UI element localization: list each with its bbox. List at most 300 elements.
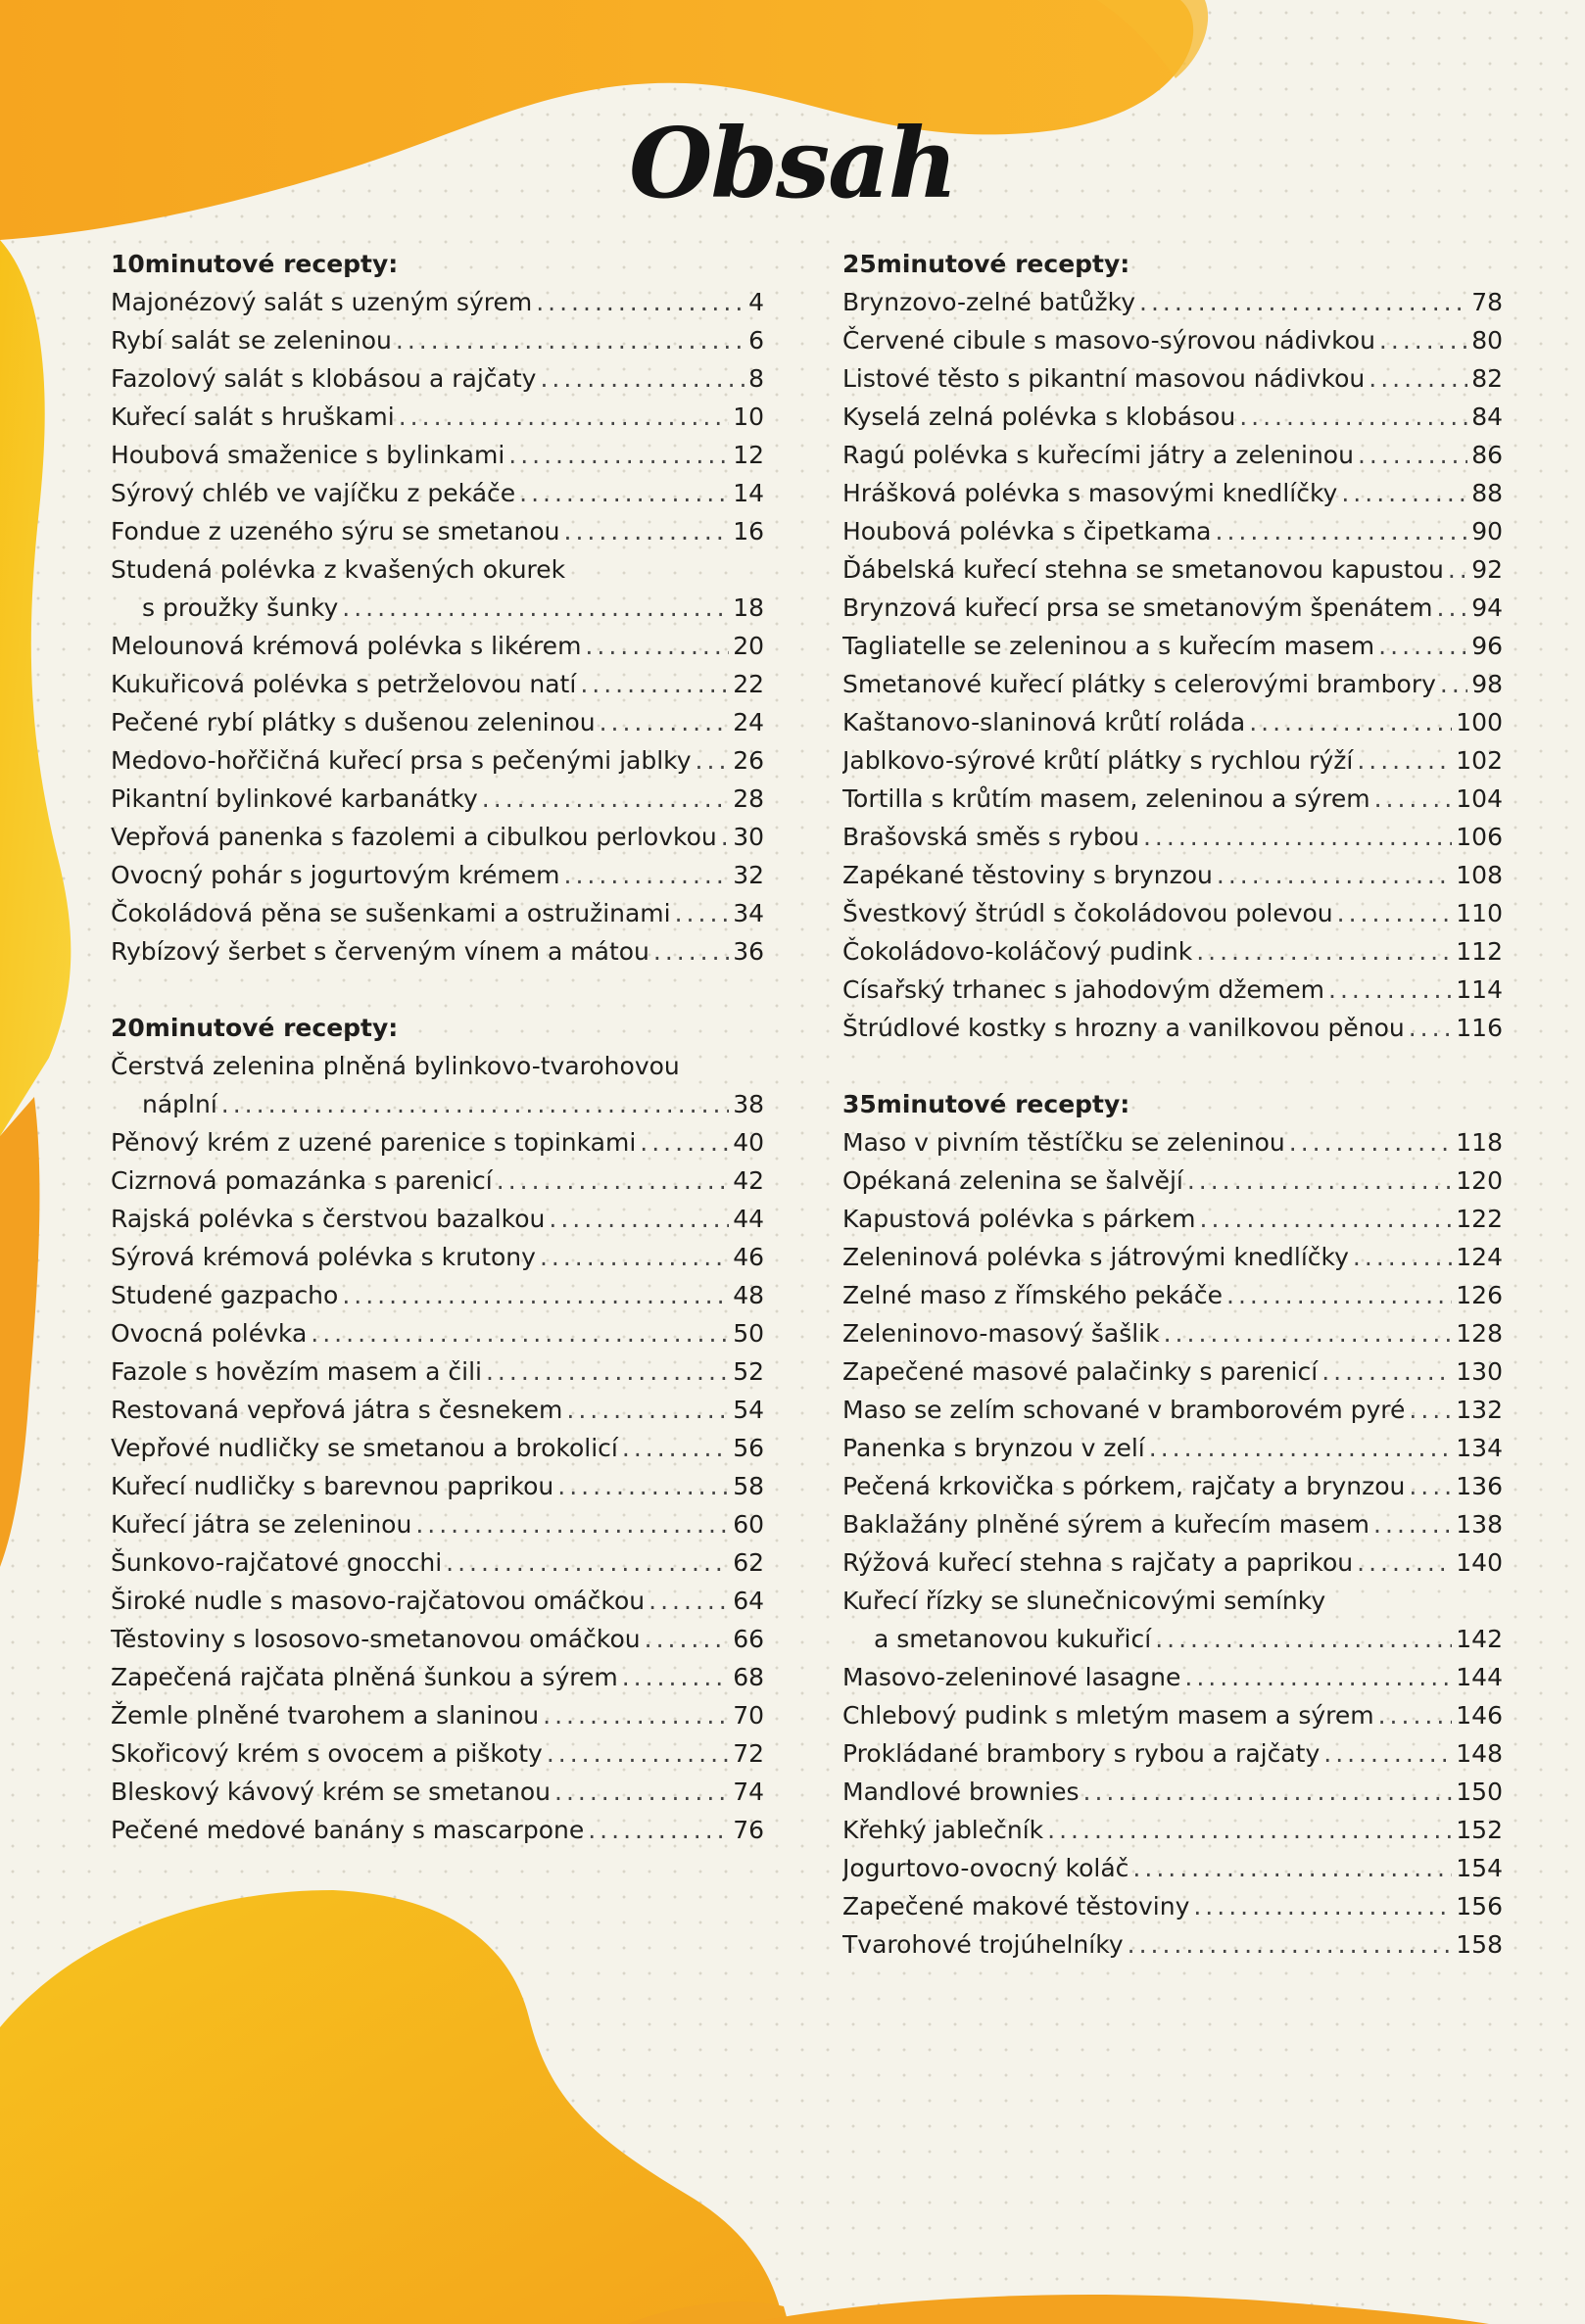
section-heading: 20minutové recepty:: [111, 1014, 399, 1042]
toc-entry-page: 76: [733, 1816, 764, 1844]
toc-entry-page: 128: [1456, 1319, 1503, 1348]
dot-leader: [1164, 1314, 1453, 1352]
dot-leader: [1323, 1734, 1452, 1773]
toc-entry-title: Zapečená rajčata plněná šunkou a sýrem: [111, 1663, 618, 1691]
toc-entry: [842, 1314, 1503, 1352]
toc-entry-title: Široké nudle s masovo-rajčatovou omáčkou: [111, 1587, 646, 1615]
toc-entry-page: 126: [1456, 1281, 1503, 1309]
toc-entry-line: [111, 512, 764, 550]
dot-leader: [1196, 932, 1452, 971]
toc-entry-line: [111, 1085, 764, 1123]
toc-entry: [842, 1123, 1503, 1162]
toc-section-20min: [111, 1009, 764, 1849]
toc-entry-title: Vepřová panenka s fazolemi a cibulkou perlovkou: [111, 823, 717, 851]
toc-entry-line: [842, 741, 1503, 780]
toc-entry: [842, 398, 1503, 436]
toc-entry-page: 32: [733, 861, 764, 889]
dot-leader: [1083, 1773, 1453, 1811]
toc-entry-line: [111, 1543, 764, 1582]
toc-entry-line: [111, 1773, 764, 1811]
dot-leader: [1128, 1925, 1453, 1964]
toc-entry-title: Císařský trhanec s jahodovým džemem: [842, 975, 1324, 1004]
dot-leader: [1353, 1238, 1452, 1276]
toc-entry: [842, 474, 1503, 512]
toc-entry-line: [842, 1238, 1503, 1276]
toc-entry-page: 138: [1456, 1510, 1503, 1539]
toc-entry-page: 136: [1456, 1472, 1503, 1500]
toc-entry-line: [842, 1658, 1503, 1696]
toc-entry-line: [111, 1200, 764, 1238]
toc-entry: [111, 1467, 764, 1505]
toc-entry-title: Ragú polévka s kuřecími játry a zeleninou: [842, 441, 1354, 469]
toc-entry-line: [842, 1505, 1503, 1543]
dot-leader: [1193, 1887, 1452, 1925]
toc-entry-page: 114: [1456, 975, 1503, 1004]
toc-entry-title-continued: náplní: [142, 1090, 217, 1118]
toc-entry-line: [842, 283, 1503, 321]
dot-leader: [1321, 1352, 1452, 1391]
toc-entry-page: 70: [733, 1701, 764, 1730]
toc-entry-page: 104: [1456, 784, 1503, 813]
toc-entry-title: Vepřové nudličky se smetanou a brokolicí: [111, 1434, 618, 1462]
dot-leader: [446, 1543, 729, 1582]
toc-entry-line: [842, 1696, 1503, 1734]
dot-leader: [1132, 1849, 1452, 1887]
toc-entry: [111, 436, 764, 474]
toc-entry-line: [842, 1467, 1503, 1505]
dot-leader: [653, 932, 729, 971]
toc-entry-line: [842, 1582, 1503, 1620]
toc-entry: [842, 703, 1503, 741]
section-heading: 35minutové recepty:: [842, 1090, 1130, 1118]
toc-entry: [842, 1276, 1503, 1314]
toc-entry: [842, 1811, 1503, 1849]
toc-entry-line: [842, 894, 1503, 932]
toc-entry-title: Tagliatelle se zeleninou a s kuřecím masem: [842, 632, 1375, 660]
toc-entry: [111, 1391, 764, 1429]
toc-entry-page: 10: [733, 403, 764, 431]
toc-entry-page: 14: [733, 479, 764, 507]
toc-entry: [842, 436, 1503, 474]
dot-leader: [1409, 1391, 1452, 1429]
toc-entry-title: Studená polévka z kvašených okurek: [111, 555, 566, 584]
toc-section-10min: [111, 245, 764, 971]
dot-leader: [1369, 359, 1467, 398]
toc-entry-line: [842, 818, 1503, 856]
toc-entry: [111, 1505, 764, 1543]
toc-entry-line: [842, 1887, 1503, 1925]
toc-entry-title: Kuřecí salát s hruškami: [111, 403, 395, 431]
toc-entry-line: [842, 359, 1503, 398]
dot-leader: [580, 665, 729, 703]
toc-entry-title: Listové těsto s pikantní masovou nádivkou: [842, 364, 1366, 393]
dot-leader: [600, 703, 730, 741]
toc-entry-title: Štrúdlové kostky s hrozny a vanilkovou pěnou: [842, 1014, 1405, 1042]
toc-entry-page: 156: [1456, 1892, 1503, 1921]
toc-entry-title: Pečená krkovička s pórkem, rajčaty a brynzou: [842, 1472, 1406, 1500]
toc-entry-page: 46: [733, 1243, 764, 1271]
toc-entry-page: 62: [733, 1548, 764, 1577]
toc-entry-page: 40: [733, 1128, 764, 1157]
toc-entry-line: [111, 1467, 764, 1505]
dot-leader: [1139, 283, 1467, 321]
dot-leader: [1226, 1276, 1452, 1314]
toc-entry-title: Červené cibule s masovo-sýrovou nádivkou: [842, 326, 1375, 355]
toc-entry-line: [111, 1123, 764, 1162]
toc-entry-page: 60: [733, 1510, 764, 1539]
toc-column-right: [842, 245, 1503, 2002]
toc-entry-title: Houbová smaženice s bylinkami: [111, 441, 505, 469]
toc-entry-line: [842, 474, 1503, 512]
toc-entry-page: 150: [1456, 1778, 1503, 1806]
dot-leader: [1200, 1200, 1453, 1238]
toc-entry-page: 22: [733, 670, 764, 698]
dot-leader: [1289, 1123, 1453, 1162]
toc-entry-page: 6: [748, 326, 764, 355]
dot-leader: [1217, 856, 1452, 894]
toc-entry: [111, 1123, 764, 1162]
toc-entry-page: 12: [733, 441, 764, 469]
toc-entry: [111, 1620, 764, 1658]
toc-entry-line: [842, 856, 1503, 894]
toc-entry: [111, 398, 764, 436]
toc-entry-title: Ovocná polévka: [111, 1319, 308, 1348]
dot-leader: [1184, 1658, 1452, 1696]
toc-entry-title: Křehký jablečník: [842, 1816, 1044, 1844]
toc-entry: [111, 894, 764, 932]
dot-leader: [1216, 512, 1468, 550]
dot-leader: [588, 1811, 729, 1849]
dot-leader: [1143, 818, 1452, 856]
left-yellow-blob: [0, 240, 71, 1136]
toc-entry-line: [842, 1123, 1503, 1162]
dot-leader: [554, 1773, 729, 1811]
toc-entry-line: [111, 1162, 764, 1200]
toc-entry-title: Maso v pivním těstíčku se zeleninou: [842, 1128, 1285, 1157]
toc-entry-page: 56: [733, 1434, 764, 1462]
toc-entry-page: 80: [1471, 326, 1503, 355]
toc-entry: [842, 1696, 1503, 1734]
toc-entry: [111, 474, 764, 512]
page-title: Obsah: [629, 108, 956, 220]
toc-entry: [111, 627, 764, 665]
toc-entry-page: 88: [1471, 479, 1503, 507]
toc-entry-title: Brynzovo-zelné batůžky: [842, 288, 1136, 316]
dot-leader: [566, 1391, 729, 1429]
bottom-right-blob: [744, 2295, 1489, 2324]
toc-entry-title: Studené gazpacho: [111, 1281, 339, 1309]
toc-entry-page: 8: [748, 364, 764, 393]
toc-entry-title: Panenka s brynzou v zelí: [842, 1434, 1145, 1462]
toc-entry-line: [111, 894, 764, 932]
toc-entry-title: Ďábelská kuřecí stehna se smetanovou kapustou: [842, 555, 1444, 584]
toc-entry-line: [111, 1620, 764, 1658]
toc-entry: [842, 818, 1503, 856]
toc-entry: [111, 283, 764, 321]
dot-leader: [640, 1123, 729, 1162]
toc-entry: [842, 1009, 1503, 1047]
toc-entry-line: [842, 1314, 1503, 1352]
toc-entry-page: 124: [1456, 1243, 1503, 1271]
dot-leader: [721, 818, 729, 856]
toc-entry: [111, 741, 764, 780]
dot-leader: [396, 321, 744, 359]
toc-entry-title: Zapečené masové palačinky s parenicí: [842, 1357, 1319, 1386]
dot-leader: [622, 1658, 729, 1696]
toc-entry-page: 154: [1456, 1854, 1503, 1882]
toc-entry: [111, 359, 764, 398]
toc-entry-title: Kyselá zelná polévka s klobásou: [842, 403, 1236, 431]
toc-entry-title: Žemle plněné tvarohem a slaninou: [111, 1701, 540, 1730]
toc-entry: [842, 1162, 1503, 1200]
toc-entry-line: [111, 1505, 764, 1543]
toc-entry: [111, 512, 764, 550]
toc-entry-line: [842, 512, 1503, 550]
toc-entry: [842, 1925, 1503, 1964]
toc-entry-page: 48: [733, 1281, 764, 1309]
toc-entry: [842, 1887, 1503, 1925]
toc-entry-line: [842, 436, 1503, 474]
dot-leader: [1440, 665, 1467, 703]
toc-entry-title: Šunkovo-rajčatové gnocchi: [111, 1548, 443, 1577]
toc-entry: [111, 818, 764, 856]
toc-entry-title: Rýžová kuřecí stehna s rajčaty a paprikou: [842, 1548, 1354, 1577]
toc-entry: [842, 589, 1503, 627]
toc-entry-title: Hrášková polévka s masovými knedlíčky: [842, 479, 1338, 507]
toc-entry-title: Masovo-zeleninové lasagne: [842, 1663, 1181, 1691]
toc-entry-page: 26: [733, 746, 764, 775]
toc-entry-page: 116: [1456, 1014, 1503, 1042]
toc-entry-page: 28: [733, 784, 764, 813]
toc-entry-title-continued: s proužky šunky: [142, 593, 339, 622]
toc-entry: [842, 1658, 1503, 1696]
toc-entry-line: [111, 550, 764, 589]
toc-entry-line: [111, 1429, 764, 1467]
toc-entry: [842, 1352, 1503, 1391]
toc-entry-line: [111, 1811, 764, 1849]
toc-entry-page: 96: [1471, 632, 1503, 660]
dot-leader: [1337, 894, 1453, 932]
dot-leader: [675, 894, 730, 932]
toc-entry-page: 148: [1456, 1739, 1503, 1768]
toc-entry-line: [111, 1582, 764, 1620]
dot-leader: [540, 1238, 729, 1276]
dot-leader: [508, 436, 729, 474]
toc-entry-line: [111, 932, 764, 971]
toc-entry-title: Opékaná zelenina se šalvějí: [842, 1166, 1183, 1195]
toc-entry: [842, 321, 1503, 359]
toc-entry-title: Tortilla s krůtím masem, zeleninou a sýrem: [842, 784, 1370, 813]
toc-entry-title: Kapustová polévka s párkem: [842, 1205, 1196, 1233]
toc-entry-page: 158: [1456, 1930, 1503, 1959]
dot-leader: [564, 856, 730, 894]
toc-entry-title: Pečené medové banány s mascarpone: [111, 1816, 585, 1844]
toc-entry-page: 100: [1456, 708, 1503, 736]
toc-entry-page: 106: [1456, 823, 1503, 851]
toc-entry-title: Mandlové brownies: [842, 1778, 1080, 1806]
toc-entry-page: 68: [733, 1663, 764, 1691]
toc-entry-title: Cizrnová pomazánka s parenicí: [111, 1166, 493, 1195]
dot-leader: [342, 1276, 729, 1314]
dot-leader: [1379, 321, 1467, 359]
toc-entry-page: 58: [733, 1472, 764, 1500]
toc-entry: [842, 550, 1503, 589]
toc-entry: [842, 1773, 1503, 1811]
toc-entry: [842, 932, 1503, 971]
toc-entry-page: 122: [1456, 1205, 1503, 1233]
toc-entry: [842, 1582, 1503, 1658]
toc-entry-page: 24: [733, 708, 764, 736]
dot-leader: [399, 398, 729, 436]
toc-entry-title: Bleskový kávový krém se smetanou: [111, 1778, 552, 1806]
toc-entry-title: Prokládané brambory s rybou a rajčaty: [842, 1739, 1321, 1768]
toc-entry: [111, 1200, 764, 1238]
toc-entry-line: [111, 589, 764, 627]
toc-entry: [842, 1429, 1503, 1467]
toc-entry: [111, 1658, 764, 1696]
toc-entry-page: 108: [1456, 861, 1503, 889]
toc-entry-title: Houbová polévka s čipetkama: [842, 517, 1212, 545]
dot-leader: [1437, 589, 1468, 627]
toc-entry-line: [111, 627, 764, 665]
toc-entry-page: 84: [1471, 403, 1503, 431]
toc-entry-title: Zapečené makové těstoviny: [842, 1892, 1190, 1921]
toc-entry-line: [842, 1162, 1503, 1200]
left-orange-blob: [0, 1097, 39, 1567]
toc-entry-page: 30: [733, 823, 764, 851]
toc-entry-line: [842, 1849, 1503, 1887]
toc-entry-page: 110: [1456, 899, 1503, 927]
toc-entry: [842, 971, 1503, 1009]
toc-entry-page: 144: [1456, 1663, 1503, 1691]
toc-entry-title: Chlebový pudink s mletým masem a sýrem: [842, 1701, 1374, 1730]
toc-entry-title: Čokoládová pěna se sušenkami a ostružinami: [111, 899, 671, 927]
dot-leader: [519, 474, 729, 512]
toc-entry-page: 72: [733, 1739, 764, 1768]
toc-entry-line: [111, 665, 764, 703]
toc-entry-line: [111, 703, 764, 741]
dot-leader: [342, 589, 729, 627]
toc-entry: [111, 1047, 764, 1123]
toc-entry-page: 98: [1471, 670, 1503, 698]
toc-entry-line: [111, 1314, 764, 1352]
dot-leader: [1358, 436, 1467, 474]
toc-section-35min: [842, 1085, 1503, 1964]
toc-entry: [111, 1811, 764, 1849]
toc-entry: [842, 780, 1503, 818]
toc-entry-line: [111, 818, 764, 856]
dot-leader: [221, 1085, 729, 1123]
toc-entry-line: [842, 1009, 1503, 1047]
toc-entry-line: [111, 780, 764, 818]
dot-leader: [1448, 550, 1467, 589]
toc-entry-page: 36: [733, 937, 764, 966]
toc-entry-title: Pikantní bylinkové karbanátky: [111, 784, 478, 813]
toc-entry-title: Ovocný pohár s jogurtovým krémem: [111, 861, 560, 889]
toc-entry: [111, 1696, 764, 1734]
toc-entry-line: [111, 359, 764, 398]
dot-leader: [536, 283, 744, 321]
toc-entry-page: 64: [733, 1587, 764, 1615]
toc-entry: [842, 665, 1503, 703]
toc-entry-title: Medovo-hořčičná kuřecí prsa s pečenými jablky: [111, 746, 692, 775]
toc-entry: [111, 1734, 764, 1773]
toc-entry-page: 146: [1456, 1701, 1503, 1730]
toc-entry-title: Jogurtovo-ovocný koláč: [842, 1854, 1129, 1882]
toc-entry-page: 4: [748, 288, 764, 316]
toc-entry-title: Brynzová kuřecí prsa se smetanovým špenátem: [842, 593, 1433, 622]
toc-entry-page: 94: [1471, 593, 1503, 622]
toc-entry: [111, 1162, 764, 1200]
toc-entry: [842, 283, 1503, 321]
toc-entry-title: Kukuřicová polévka s petrželovou natí: [111, 670, 577, 698]
toc-entry-page: 54: [733, 1396, 764, 1424]
toc-entry-title: Zelné maso z římského pekáče: [842, 1281, 1224, 1309]
toc-entry-title: Sýrový chléb ve vajíčku z pekáče: [111, 479, 516, 507]
toc-entry: [111, 1276, 764, 1314]
dot-leader: [482, 780, 729, 818]
toc-entry-page: 92: [1471, 555, 1503, 584]
toc-entry-page: 18: [733, 593, 764, 622]
toc-entry-page: 112: [1456, 937, 1503, 966]
toc-entry-line: [842, 971, 1503, 1009]
toc-entry-title: Zeleninová polévka s játrovými knedlíčky: [842, 1243, 1349, 1271]
toc-entry-line: [842, 703, 1503, 741]
toc-entry-page: 50: [733, 1319, 764, 1348]
toc-entry-title: Švestkový štrúdl s čokoládovou polevou: [842, 899, 1333, 927]
toc-entry-title: Sýrová krémová polévka s krutony: [111, 1243, 536, 1271]
toc-entry-title: Kuřecí nudličky s barevnou paprikou: [111, 1472, 554, 1500]
dot-leader: [1249, 703, 1452, 741]
toc-entry-line: [111, 1238, 764, 1276]
bottom-left-blob: [0, 1890, 784, 2324]
toc-entry-line: [111, 741, 764, 780]
dot-leader: [540, 359, 744, 398]
dot-leader: [1357, 1543, 1452, 1582]
toc-entry: [842, 1543, 1503, 1582]
toc-entry-page: 66: [733, 1625, 764, 1653]
toc-entry: [842, 512, 1503, 550]
toc-entry: [111, 932, 764, 971]
toc-entry-page: 52: [733, 1357, 764, 1386]
toc-entry: [111, 550, 764, 627]
toc-entry-page: 142: [1456, 1625, 1503, 1653]
toc-entry-line: [842, 780, 1503, 818]
toc-entry-line: [842, 627, 1503, 665]
toc-entry-page: 90: [1471, 517, 1503, 545]
toc-entry-page: 44: [733, 1205, 764, 1233]
toc-entry: [111, 321, 764, 359]
toc-entry-title: Fazole s hovězím masem a čili: [111, 1357, 482, 1386]
toc-entry-title: Těstoviny s lososovo-smetanovou omáčkou: [111, 1625, 641, 1653]
toc-entry: [842, 1467, 1503, 1505]
toc-entry-line: [842, 932, 1503, 971]
toc-entry-title: Zapékané těstoviny s brynzou: [842, 861, 1213, 889]
toc-entry: [111, 1352, 764, 1391]
toc-entry: [842, 1849, 1503, 1887]
dot-leader: [1155, 1620, 1452, 1658]
toc-entry-title: Kuřecí játra se zeleninou: [111, 1510, 412, 1539]
dot-leader: [696, 741, 730, 780]
dot-leader: [415, 1505, 729, 1543]
toc-entry-page: 20: [733, 632, 764, 660]
dot-leader: [1374, 780, 1453, 818]
toc-entry-page: 134: [1456, 1434, 1503, 1462]
dot-leader: [1409, 1467, 1452, 1505]
dot-leader: [1047, 1811, 1452, 1849]
toc-entry: [842, 1391, 1503, 1429]
toc-entry-title: Fazolový salát s klobásou a rajčaty: [111, 364, 537, 393]
